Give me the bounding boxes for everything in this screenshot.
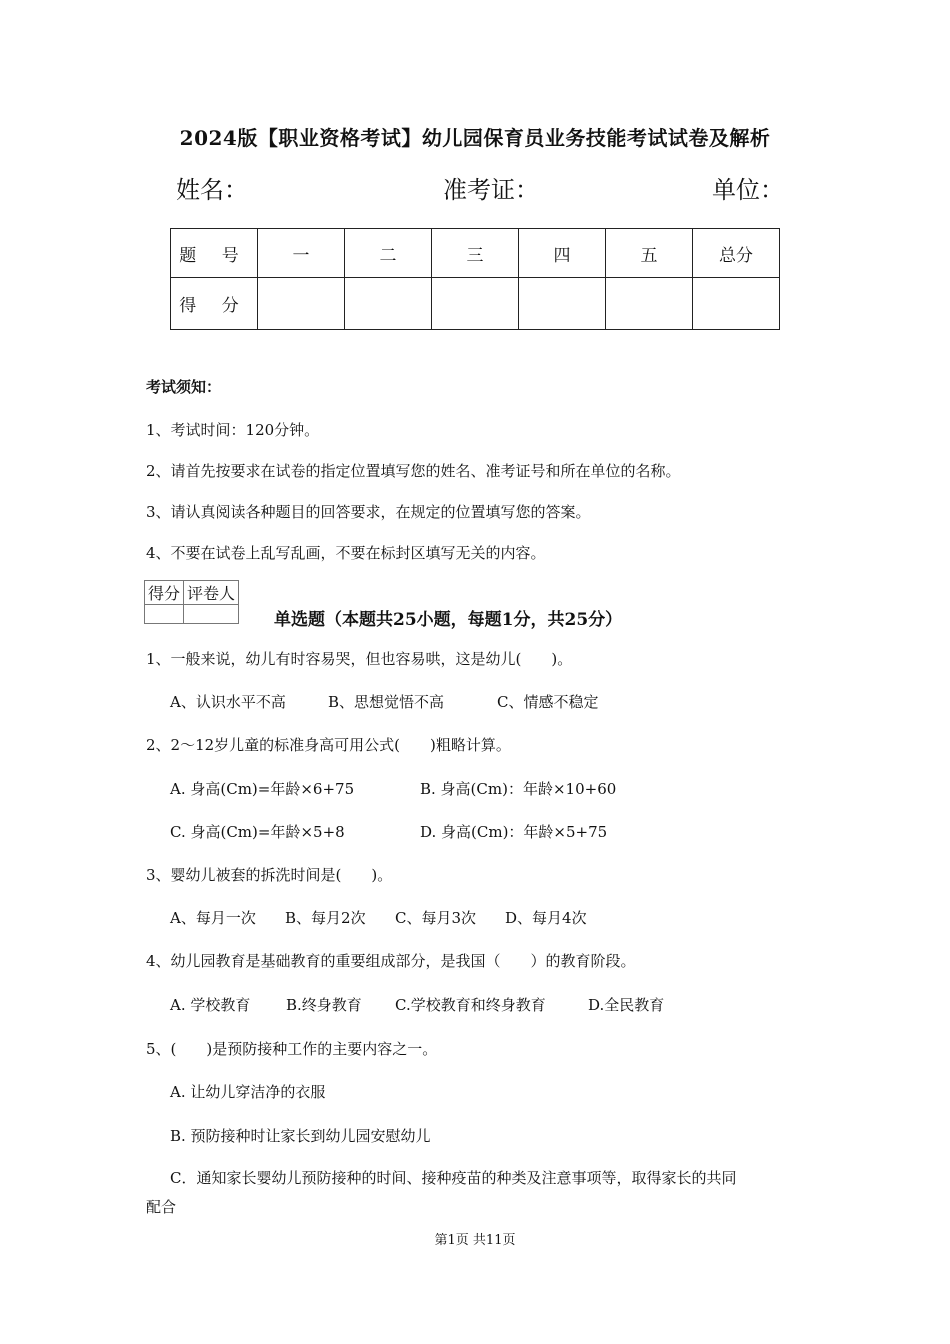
grader-box	[144, 580, 239, 624]
name-label: 姓名：	[176, 176, 248, 204]
notice-item: 2、请首先按要求在试卷的指定位置填写您的姓名、准考证号和所在单位的名称。	[146, 462, 681, 480]
page-title: 2024版【职业资格考试】幼儿园保育员业务技能考试试卷及解析	[179, 126, 771, 150]
question-stem: 1、一般来说，幼儿有时容易哭，但也容易哄，这是幼儿( )。	[146, 650, 573, 668]
option[interactable]: B. 预防接种时让家长到幼儿园安慰幼儿	[170, 1127, 431, 1145]
question-stem: 5、( )是预防接种工作的主要内容之一。	[146, 1040, 438, 1058]
option[interactable]: C. 身高(Cm)=年龄×5+8	[170, 823, 345, 841]
notice-item: 4、不要在试卷上乱写乱画，不要在标封区填写无关的内容。	[146, 544, 546, 562]
option[interactable]: A、认识水平不高	[170, 693, 286, 711]
option-continuation: 配合	[146, 1198, 177, 1216]
score-cell-header: 题 号	[171, 229, 258, 278]
option[interactable]: A. 学校教育	[170, 996, 251, 1014]
grader-score-blank[interactable]	[145, 605, 184, 624]
score-cell-section-1: 一	[258, 229, 345, 278]
option[interactable]: D.全民教育	[588, 996, 665, 1014]
page-footer: 第1页 共11页	[434, 1233, 516, 1248]
option[interactable]: C、每月3次	[395, 909, 477, 927]
option[interactable]: B.终身教育	[286, 996, 362, 1014]
option[interactable]: B、思想觉悟不高	[328, 693, 445, 711]
score-blank[interactable]	[432, 278, 519, 330]
notice-item: 1、考试时间：120分钟。	[146, 421, 320, 439]
question-stem: 4、幼儿园教育是基础教育的重要组成部分，是我国（ ）的教育阶段。	[146, 952, 636, 970]
score-blank[interactable]	[606, 278, 693, 330]
option[interactable]: D、每月4次	[505, 909, 587, 927]
option[interactable]: C．通知家长婴幼儿预防接种的时间、接种疫苗的种类及注意事项等，取得家长的共同	[170, 1169, 737, 1187]
score-cell-total: 总分	[693, 229, 780, 278]
option[interactable]: D. 身高(Cm)：年龄×5+75	[420, 823, 608, 841]
score-table-score-row	[171, 278, 780, 330]
grader-name-blank[interactable]	[184, 605, 239, 624]
notice-heading: 考试须知：	[146, 378, 222, 396]
score-blank[interactable]	[519, 278, 606, 330]
option[interactable]: B、每月2次	[285, 909, 366, 927]
section-title: 单选题（本题共25小题，每题1分，共25分）	[274, 610, 623, 630]
grader-name-label: 评卷人	[184, 581, 239, 605]
question-stem: 3、婴幼儿被套的拆洗时间是( )。	[146, 866, 393, 884]
score-table-header-row	[171, 229, 780, 278]
option[interactable]: A. 身高(Cm)=年龄×6+75	[170, 780, 355, 798]
unit-label: 单位：	[712, 176, 784, 204]
option[interactable]: B. 身高(Cm)：年龄×10+60	[420, 780, 617, 798]
score-cell-section-2: 二	[345, 229, 432, 278]
option[interactable]: A. 让幼儿穿洁净的衣服	[170, 1083, 326, 1101]
exam-id-label: 准考证：	[443, 176, 539, 204]
grader-score-label: 得分	[145, 581, 184, 605]
score-row-label: 得 分	[171, 278, 258, 330]
notice-item: 3、请认真阅读各种题目的回答要求，在规定的位置填写您的答案。	[146, 503, 591, 521]
score-blank[interactable]	[693, 278, 780, 330]
option[interactable]: C.学校教育和终身教育	[395, 996, 546, 1014]
option[interactable]: C、情感不稳定	[497, 693, 599, 711]
question-stem: 2、2～12岁儿童的标准身高可用公式( )粗略计算。	[146, 736, 511, 754]
score-cell-section-5: 五	[606, 229, 693, 278]
score-blank[interactable]	[258, 278, 345, 330]
score-cell-section-3: 三	[432, 229, 519, 278]
option[interactable]: A、每月一次	[170, 909, 256, 927]
score-table	[170, 228, 780, 330]
score-cell-section-4: 四	[519, 229, 606, 278]
score-blank[interactable]	[345, 278, 432, 330]
